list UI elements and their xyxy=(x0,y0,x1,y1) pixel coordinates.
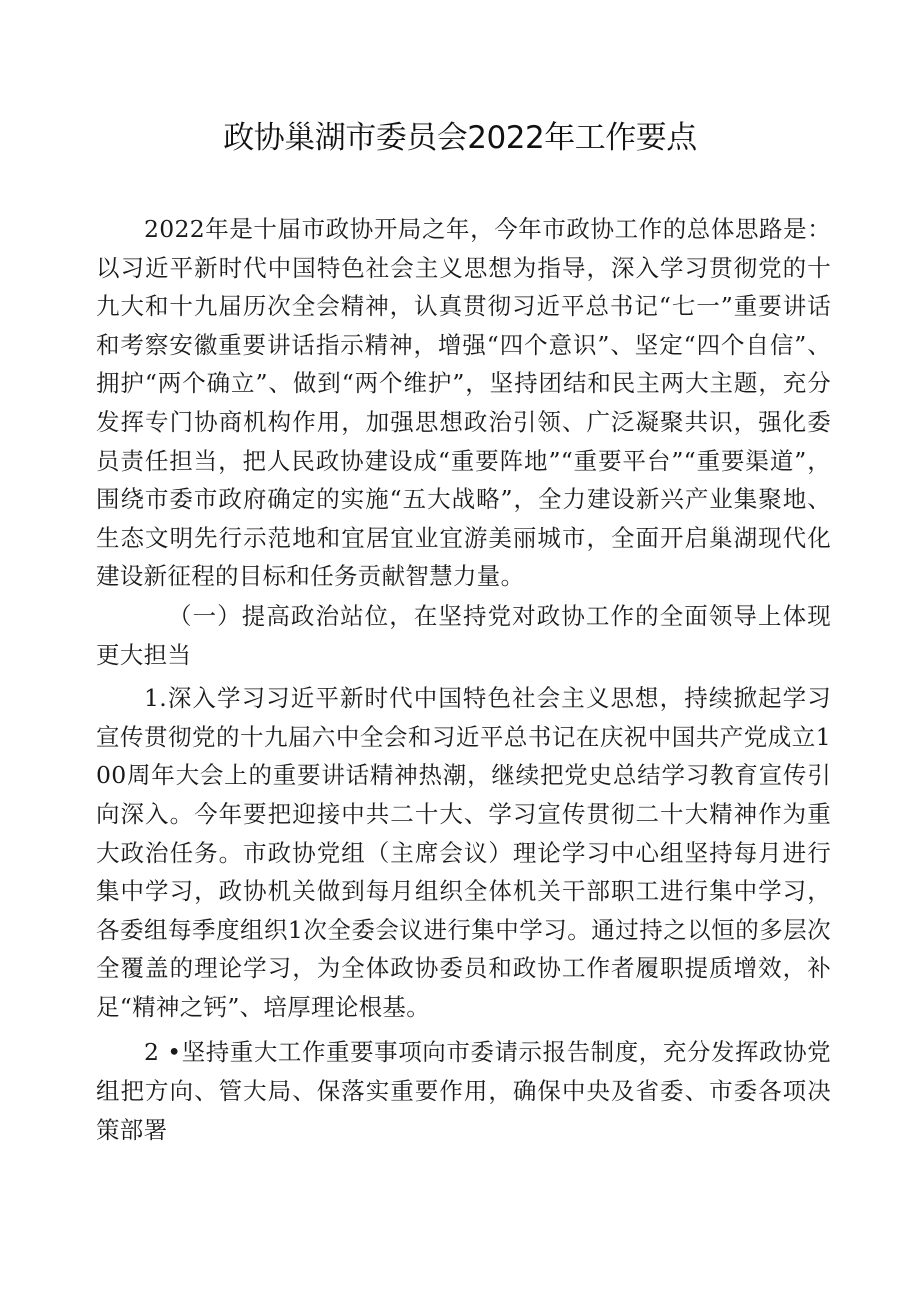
section-heading-1: （一）提高政治站位，在坚持党对政协工作的全面领导上体现更大担当 xyxy=(96,601,831,669)
document-title: 政协巢湖市委员会2022年工作要点 xyxy=(223,120,697,156)
item-paragraph-1: 1.深入学习习近平新时代中国特色社会主义思想，持续掀起学习宣传贯彻党的十九届六中全会和习近平总书记在庆祝中国共产党成立100周年大会上的重要讲话精神热潮，继续把党史总结学习教育宣传引向深入。今年要把迎接中共二十大、学习宣传贯彻二十大精神作为重大政治任务。市政协党组（主席会议）理论学习中心组坚持每月进行集中学习，政协机关做到每月组织全体机关干部职工进行集中学习，各委组每季度组织1次全委会议进行集中学习。通过持之以恒的多层次全覆盖的理论学习，为全体政协委员和政协工作者履职提质增效，补足“精神之钙”、培厚理论根基。 xyxy=(96,684,831,1021)
item-paragraph-2: 2 •坚持重大工作重要事项向市委请示报告制度，充分发挥政协党组把方向、管大局、保落实重要作用，确保中央及省委、市委各项决策部署 xyxy=(96,1038,831,1144)
document-body xyxy=(96,210,831,1149)
intro-paragraph: 2022年是十届市政协开局之年，今年市政协工作的总体思路是：以习近平新时代中国特色社会主义思想为指导，深入学习贯彻党的十九大和十九届历次全会精神，认真贯彻习近平总书记“七一”重要讲话和考察安徽重要讲话指示精神，增强“四个意识”、坚定“四个自信”、拥护“两个确立”、做到“两个维护”，坚持团结和民主两大主题，充分发挥专门协商机构作用，加强思想政治引领、广泛凝聚共识，强化委员责任担当，把人民政协建设成“重要阵地”“重要平台”“重要渠道”，围绕市委市政府确定的实施“五大战略”，全力建设新兴产业集聚地、生态文明先行示范地和宜居宜业宜游美丽城市，全面开启巢湖现代化建设新征程的目标和任务贡献智慧力量。 xyxy=(96,215,831,591)
